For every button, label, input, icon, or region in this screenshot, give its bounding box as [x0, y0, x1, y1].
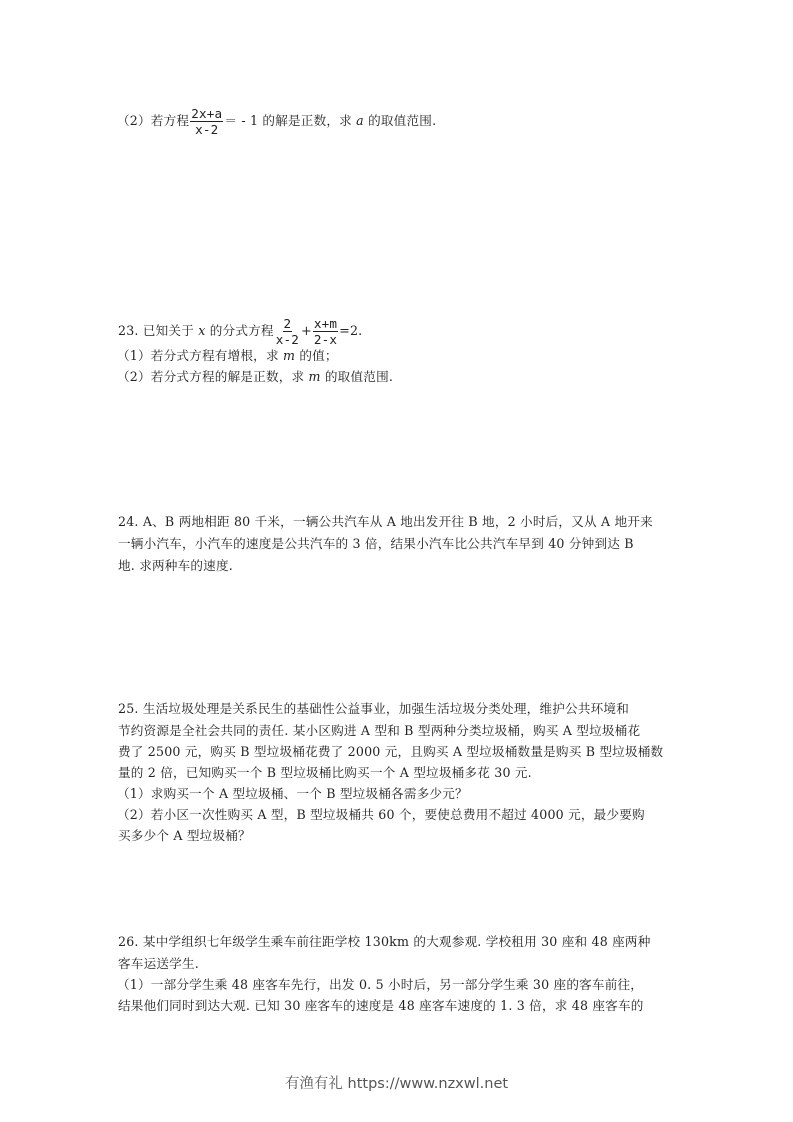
q22-fraction	[190, 106, 223, 137]
plus-sign: +	[301, 323, 312, 338]
q25-line-2: 节约资源是全社会共同的责任. 某小区购进 A 型和 B 型两种分类垃圾桶，购买 A 型垃圾桶花	[118, 723, 641, 738]
q23-part1-suffix: 的值；	[295, 348, 338, 363]
fraction-denominator: 2-x	[313, 332, 338, 347]
q25-line-7: 买多少个 A 型垃圾桶？	[118, 828, 251, 843]
q23-part1	[117, 348, 338, 364]
q23-var-m: m	[308, 369, 321, 384]
q26-line-3: （1）一部分学生乘 48 座客车先行，出发 0. 5 小时后，另一部分学生乘 30 座的客车前往，	[117, 977, 644, 992]
q23-part2-suffix: 的取值范围.	[320, 369, 394, 384]
q23-part2-prefix: （2）若分式方程的解是正数，求	[117, 369, 309, 384]
q23-part2	[117, 369, 393, 385]
q25-line-3: 费了 2500 元，购买 B 型垃圾桶花费了 2000 元，且购买 A 型垃圾桶数量是购买 B 型垃圾桶数	[118, 744, 664, 759]
q22-part2-prefix: （2）若方程	[117, 113, 190, 128]
q26-line-2: 客车运送学生.	[118, 956, 199, 971]
q23-fraction-1	[275, 316, 300, 347]
fraction-numerator: 2x+a	[191, 106, 223, 121]
fraction-numerator: x+m	[313, 316, 338, 331]
q23-part1-prefix: （1）若分式方程有增根，求	[117, 348, 283, 363]
q23-stem-mid: 的分式方程	[205, 323, 274, 338]
q22-part2	[117, 106, 436, 137]
q22-part2-suffix: 的取值范围.	[363, 113, 437, 128]
fraction-numerator: 2	[283, 316, 292, 331]
q26-line-1: 26. 某中学组织七年级学生乘车前往距学校 130km 的大观参观. 学校租用 30 座和 48 座两种	[118, 934, 651, 949]
q26-line-4: 结果他们同时到达大观. 已知 30 座客车的速度是 48 座客车速度的 1. 3 倍，求 48 座客车的	[118, 998, 644, 1013]
q24-line-2: 一辆小汽车，小汽车的速度是公共汽车的 3 倍，结果小汽车比公共汽车早到 40 分钟到达 B	[118, 536, 634, 551]
q25-line-6: （2）若小区一次性购买 A 型，B 型垃圾桶共 60 个，要使总费用不超过 4000 元，最少要购	[117, 807, 645, 822]
q25-line-5: （1）求购买一个 A 型垃圾桶、一个 B 型垃圾桶各需多少元？	[117, 786, 468, 801]
fraction-denominator: x-2	[275, 332, 300, 347]
q24-line-1: 24. A、B 两地相距 80 千米，一辆公共汽车从 A 地出发开往 B 地，2 小时后，又从 A 地开来	[118, 514, 653, 529]
q24-line-3: 地. 求两种车的速度.	[118, 558, 233, 573]
q23-var-m: m	[282, 348, 296, 363]
q25-line-4: 量的 2 倍，已知购买一个 B 型垃圾桶比购买一个 A 型垃圾桶多花 30 元.	[118, 765, 532, 780]
fraction-denominator: x-2	[195, 122, 219, 137]
q25-line-1: 25. 生活垃圾处理是关系民生的基础性公益事业，加强生活垃圾分类处理，维护公共环境和	[118, 701, 629, 716]
q22-part2-mid: ＝ - 1 的解是正数，求	[224, 113, 357, 128]
q23-stem	[118, 316, 362, 347]
q22-var-a: a	[356, 113, 364, 128]
q23-var-x: x	[198, 323, 206, 338]
q23-stem-suffix: =2.	[339, 323, 363, 338]
footer-watermark: 有渔有礼 https://www.nzxwl.net	[284, 1076, 509, 1092]
q23-stem-prefix: 23. 已知关于	[118, 323, 199, 338]
q23-fraction-2	[313, 316, 338, 347]
